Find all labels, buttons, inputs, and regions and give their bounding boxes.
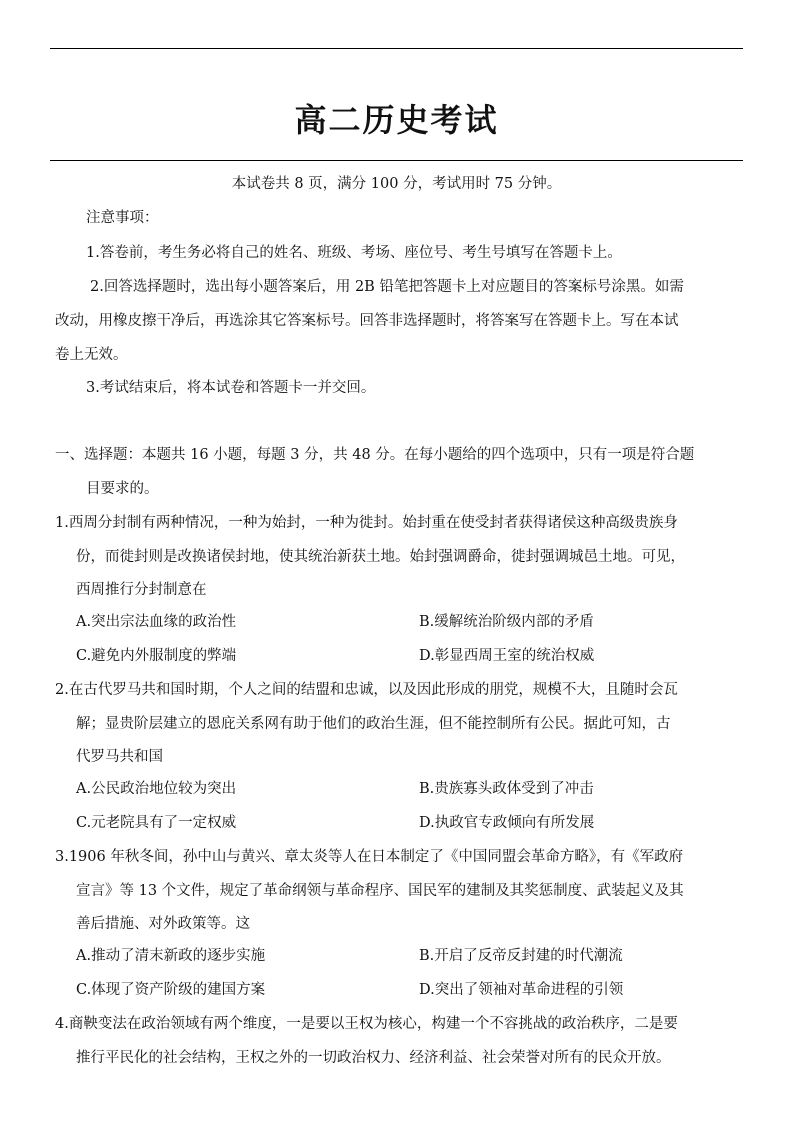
section-heading-cont: 目要求的。 [86,481,159,497]
top-rule [50,48,743,49]
question-3-stem: 宣言》等 13 个文件，规定了革命纲领与革命程序、国民军的建制及其奖惩制度、武装起义及其 [76,883,684,899]
question-1-option-c: C.避免内外服制度的弊端 [76,648,237,664]
page-title: 高二历史考试 [294,101,499,139]
exam-intro: 本试卷共 8 页，满分 100 分，考试用时 75 分钟。 [231,176,562,192]
question-1-stem: 西周推行分封制意在 [76,582,207,598]
note-item: 卷上无效。 [55,347,128,363]
question-3-option-a: A.推动了清末新政的逐步实施 [76,948,266,964]
note-item: 改动，用橡皮擦干净后，再选涂其它答案标号。回答非选择题时，将答案写在答题卡上。写在本试 [55,313,679,329]
question-2-stem: 代罗马共和国 [76,749,163,765]
title-rule [50,160,743,161]
question-1-option-b: B.缓解统治阶级内部的矛盾 [419,614,594,630]
note-item: 2.回答选择题时，选出每小题答案后，用 2B 铅笔把答题卡上对应题目的答案标号涂黑。如需 [90,279,684,295]
question-4-stem: 推行平民化的社会结构，王权之外的一切政治权力、经济利益、社会荣誉对所有的民众开放。 [76,1050,671,1066]
question-3-stem: 善后措施、对外政策等。这 [76,916,250,932]
question-2-option-a: A.公民政治地位较为突出 [76,781,237,797]
note-item: 1.答卷前，考生务必将自己的姓名、班级、考场、座位号、考生号填写在答题卡上。 [86,245,622,261]
section-heading: 一、选择题：本题共 16 小题，每题 3 分，共 48 分。在每小题给的四个选项中，只有一项是符合题 [55,447,695,463]
question-2-stem: 2.在古代罗马共和国时期，个人之间的结盟和忠诚，以及因此形成的朋党，规模不大，且随时会瓦 [55,682,678,698]
note-item: 3.考试结束后，将本试卷和答题卡一并交回。 [86,380,376,396]
question-1-stem: 1.西周分封制有两种情况，一种为始封，一种为徙封。始封重在使受封者获得诸侯这种高级贵族身 [55,515,678,531]
question-2-stem: 解；显贵阶层建立的恩庇关系网有助于他们的政治生涯，但不能控制所有公民。据此可知，古 [76,716,671,732]
question-3-stem: 3.1906 年秋冬间，孙中山与黄兴、章太炎等人在日本制定了《中国同盟会革命方略》，有《军政府 [55,849,684,865]
notes-heading: 注意事项： [86,210,159,226]
question-1-stem: 份，而徙封则是改换诸侯封地，使其统治新获土地。始封强调爵命，徙封强调城邑土地。可见， [76,549,685,565]
question-3-option-b: B.开启了反帝反封建的时代潮流 [419,948,623,964]
question-2-option-d: D.执政官专政倾向有所发展 [419,815,595,831]
question-1-option-a: A.突出宗法血缘的政治性 [76,614,237,630]
question-3-option-c: C.体现了资产阶级的建国方案 [76,982,266,998]
question-4-stem: 4.商鞅变法在政治领域有两个维度，一是要以王权为核心，构建一个不容挑战的政治秩序，二是要 [55,1016,678,1032]
question-2-option-b: B.贵族寡头政体受到了冲击 [419,781,594,797]
question-3-option-d: D.突出了领袖对革命进程的引领 [419,982,624,998]
question-1-option-d: D.彰显西周王室的统治权威 [419,648,595,664]
question-2-option-c: C.元老院具有了一定权威 [76,815,237,831]
